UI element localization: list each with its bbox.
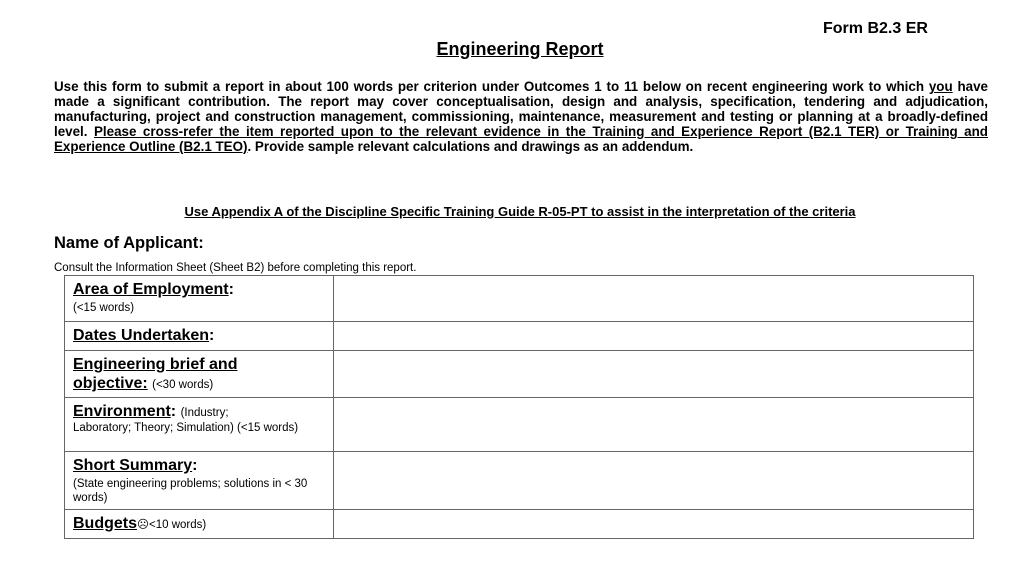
report-table (64, 275, 974, 539)
environment-label: Environment (73, 403, 171, 420)
row-engineering-brief (65, 351, 974, 398)
area-colon: : (228, 281, 234, 298)
form-code: Form B2.3 ER (823, 20, 928, 37)
appendix-note: Use Appendix A of the Discipline Specific Training Guide R-05-PT to assist in the interpretation of the criteria (184, 204, 856, 219)
consult-note: Consult the Information Sheet (Sheet B2) before completing this report. (54, 262, 417, 274)
intro-part-2: have made a significant contribution. The report may cover conceptualisation, design and analysis, specification, tendering and adjudication, manufacturing, project and construction management, commissioning, maintenance, measurement and testing or planning at a broadly-defined level. (54, 79, 988, 139)
area-input-cell[interactable] (334, 276, 974, 322)
row-budgets (65, 510, 974, 539)
environment-input-cell[interactable] (334, 398, 974, 452)
intro-part-3: . Provide sample relevant calculations and drawings as an addendum. (247, 139, 694, 154)
dates-input-cell[interactable] (334, 322, 974, 351)
frown-icon: ☹ (137, 519, 149, 531)
environment-note-1: (Industry; (180, 407, 229, 419)
dates-label: Dates Undertaken (73, 327, 210, 344)
row-short-summary (65, 452, 974, 510)
summary-colon: : (192, 457, 198, 474)
page-title: Engineering Report (436, 39, 604, 59)
dates-colon: : (209, 327, 215, 344)
intro-emphasis: you (928, 79, 953, 94)
brief-input-cell[interactable] (334, 351, 974, 398)
budgets-label-cell (65, 510, 334, 539)
row-environment (65, 398, 974, 452)
budgets-note: <10 words) (149, 519, 207, 531)
row-dates-undertaken (65, 322, 974, 351)
budgets-input-cell[interactable] (334, 510, 974, 539)
environment-colon: : (170, 403, 177, 420)
brief-label-line-1: Engineering brief and (73, 356, 238, 373)
intro-paragraph (54, 79, 988, 154)
area-note: (<15 words) (73, 302, 135, 314)
dates-label-cell (65, 322, 334, 351)
budgets-label: Budgets (73, 515, 137, 532)
area-label: Area of Employment (73, 281, 229, 298)
brief-label-line-2: objective: (73, 375, 148, 392)
brief-note: (<30 words) (152, 379, 214, 391)
summary-label-cell (65, 452, 334, 510)
area-label-cell (65, 276, 334, 322)
environment-note-2: Laboratory; Theory; Simulation) (<15 words) (73, 422, 299, 434)
summary-note: (State engineering problems; solutions in < 30 words) (73, 478, 308, 504)
environment-label-cell (65, 398, 334, 452)
intro-cross-reference: Please cross-refer the item reported upon to the relevant evidence in the Training and Experience Report (B2.1 TER) or Training and Experience Outline (B2.1 TEO) (54, 124, 988, 154)
applicant-name-label: Name of Applicant: (54, 234, 204, 252)
intro-part-1: Use this form to submit a report in about 100 words per criterion under Outcomes 1 to 11 below on recent engineering work to which (54, 79, 929, 94)
row-area-of-employment (65, 276, 974, 322)
summary-input-cell[interactable] (334, 452, 974, 510)
brief-label-cell (65, 351, 334, 398)
summary-label: Short Summary (73, 457, 193, 474)
